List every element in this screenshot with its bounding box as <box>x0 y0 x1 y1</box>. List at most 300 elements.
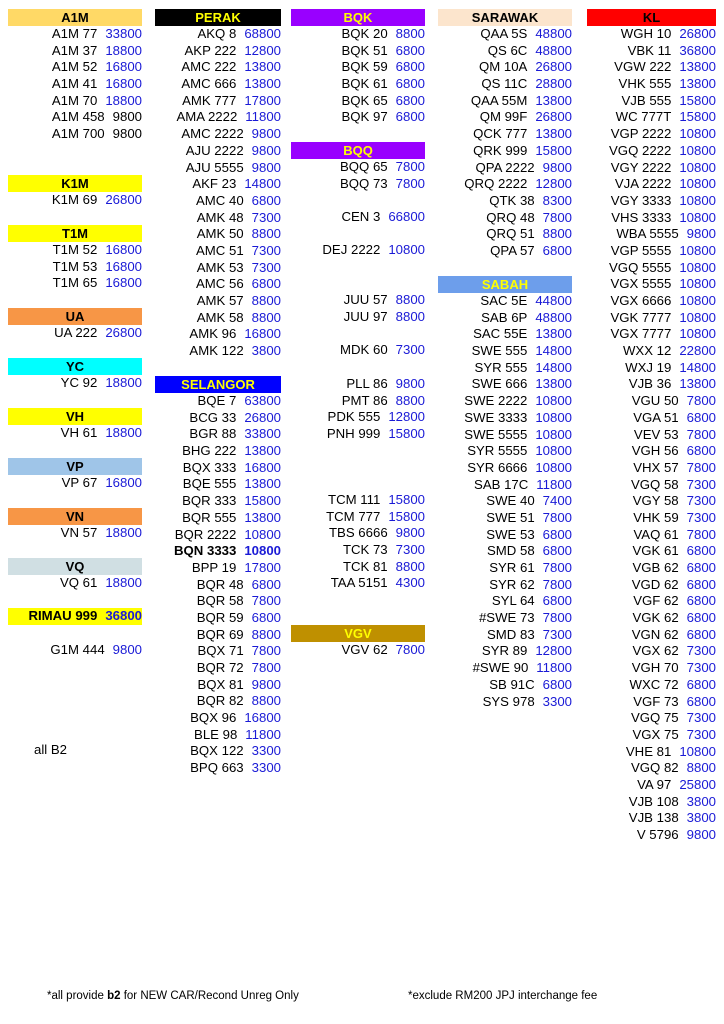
plate-number: SWE 2222 <box>464 393 528 409</box>
plate-price: 12800 <box>388 409 425 425</box>
plate-number: AKF 23 <box>192 176 237 192</box>
plate-row <box>155 710 281 727</box>
plate-price: 15800 <box>244 493 281 509</box>
plate-price: 15800 <box>388 426 425 442</box>
plate-number: AMK 53 <box>196 259 244 275</box>
section-header: VP <box>8 458 142 475</box>
plate-number: BQR 72 <box>196 660 244 675</box>
plate-number: AMK 57 <box>196 293 244 308</box>
plate-row <box>438 109 572 126</box>
plate-row <box>438 393 572 410</box>
plate-number: VBK 11 <box>627 42 672 58</box>
plate-number: A1M 70 <box>51 92 98 108</box>
plate-price: 7800 <box>395 175 425 191</box>
plate-price: 8800 <box>395 308 425 324</box>
plate-price: 8800 <box>251 309 281 325</box>
plate-row <box>291 376 425 393</box>
plate-row <box>8 475 142 492</box>
plate-row <box>438 193 572 210</box>
plate-row <box>155 310 281 327</box>
plate-price: 10800 <box>535 426 572 442</box>
plate-number: AJU 5555 <box>185 159 244 175</box>
plate-row <box>438 460 572 477</box>
plate-price: 44800 <box>535 293 572 308</box>
plate-row <box>291 26 425 43</box>
plate-number: G1M 444 <box>50 642 105 657</box>
section-header: SARAWAK <box>438 9 572 26</box>
plate-number: VQ 61 <box>59 575 98 590</box>
plate-row <box>155 460 281 477</box>
plate-row <box>8 425 142 442</box>
plate-number: MDK 60 <box>340 342 388 357</box>
plate-row <box>291 426 425 443</box>
plate-number: TCK 81 <box>342 558 388 574</box>
plate-number: JUU 57 <box>343 292 388 307</box>
plate-row <box>155 593 281 610</box>
plate-row <box>155 543 281 560</box>
plate-price: 9800 <box>251 142 281 158</box>
plate-row <box>291 176 425 193</box>
plate-price: 12800 <box>535 643 572 659</box>
plate-row <box>291 559 425 576</box>
plate-number: SMD 58 <box>487 543 535 559</box>
plate-price: 13800 <box>535 326 572 342</box>
plate-row <box>291 292 425 309</box>
plate-price: 7800 <box>542 576 572 592</box>
plate-row <box>291 342 425 359</box>
plate-row <box>587 210 716 227</box>
plate-price: 16800 <box>105 258 142 274</box>
plate-number: BQR 82 <box>196 693 244 709</box>
section-header: K1M <box>8 175 142 192</box>
plate-price: 8800 <box>251 693 281 709</box>
plate-number: BQK 61 <box>341 76 388 92</box>
plate-price: 16800 <box>244 710 281 726</box>
plate-row <box>155 43 281 60</box>
plate-row <box>155 243 281 260</box>
plate-price: 16800 <box>105 275 142 291</box>
plate-row <box>587 677 716 694</box>
section-vq <box>8 558 142 592</box>
plate-row <box>291 542 425 559</box>
plate-price: 6800 <box>542 242 572 258</box>
plate-row <box>291 393 425 410</box>
plate-price: 8800 <box>251 626 281 642</box>
plate-row <box>587 593 716 610</box>
plate-row <box>587 543 716 560</box>
plate-price: 10800 <box>679 192 716 208</box>
plate-price: 9800 <box>112 109 142 125</box>
plate-price: 18800 <box>105 575 142 590</box>
plate-price: 22800 <box>679 343 716 359</box>
plate-number: QRQ 51 <box>486 226 535 242</box>
plate-price: 7800 <box>542 610 572 626</box>
plate-row <box>155 93 281 110</box>
plate-row <box>587 510 716 527</box>
section-header: KL <box>587 9 716 26</box>
plate-row <box>155 293 281 310</box>
plate-price: 10800 <box>679 276 716 292</box>
plate-price: 7800 <box>251 660 281 675</box>
plate-price: 13800 <box>535 92 572 108</box>
plate-number: CEN 3 <box>341 209 381 224</box>
plate-number: VHE 81 <box>625 743 672 759</box>
plate-row <box>155 727 281 744</box>
plate-row <box>587 777 716 794</box>
footnote-b2 <box>47 990 299 1002</box>
plate-number: VGQ 5555 <box>609 259 672 275</box>
section-vp <box>8 458 142 492</box>
plate-number: VH 61 <box>60 425 98 440</box>
plate-price: 18800 <box>105 92 142 108</box>
plate-price: 6800 <box>542 593 572 609</box>
plate-row <box>438 76 572 93</box>
plate-number: SAB 6P <box>481 309 528 325</box>
plate-number: AKP 222 <box>184 42 237 58</box>
plate-number: VHX 57 <box>633 459 679 475</box>
plate-number: JUU 97 <box>343 308 388 324</box>
plate-price: 6800 <box>542 543 572 559</box>
plate-row <box>438 577 572 594</box>
plate-number: VGA 51 <box>633 409 679 425</box>
plate-row <box>587 643 716 660</box>
section-ua <box>8 308 142 342</box>
plate-row <box>438 510 572 527</box>
section-c2-3 <box>291 242 425 259</box>
plate-row <box>155 476 281 493</box>
plate-number: PNH 999 <box>326 426 381 442</box>
plate-number: VGH 70 <box>631 660 679 676</box>
section-header: UA <box>8 308 142 325</box>
plate-number: AMK 58 <box>196 309 244 325</box>
plate-number: VAQ 61 <box>633 526 679 542</box>
plate-number: WC 777T <box>615 109 672 125</box>
section-header: BQQ <box>291 142 425 159</box>
plate-row <box>438 643 572 660</box>
plate-number: BPQ 663 <box>190 760 244 776</box>
plate-row <box>155 276 281 293</box>
plate-number: VGQ 2222 <box>609 142 672 158</box>
plate-row <box>8 242 142 259</box>
plate-row <box>587 760 716 777</box>
plate-price: 8800 <box>251 293 281 308</box>
plate-price: 16800 <box>105 242 142 257</box>
plate-number: SWE 51 <box>486 509 535 525</box>
plate-price: 7300 <box>542 626 572 642</box>
plate-number: AMC 56 <box>196 276 244 292</box>
plate-number: VJB 138 <box>628 810 679 826</box>
plate-price: 33800 <box>105 26 142 41</box>
plate-row <box>438 477 572 494</box>
plate-row <box>438 694 572 711</box>
section-sarawak <box>438 9 572 260</box>
plate-number: VGX 62 <box>632 643 679 659</box>
plate-price: 15800 <box>679 109 716 125</box>
plate-row <box>587 443 716 460</box>
plate-number: SYR 89 <box>481 643 528 659</box>
plate-row <box>8 575 142 592</box>
section-c2-6 <box>291 376 425 443</box>
plate-number: BQQ 65 <box>340 159 388 174</box>
plate-number: A1M 77 <box>51 26 98 41</box>
plate-price: 10800 <box>535 443 572 459</box>
plate-price: 13800 <box>679 59 716 75</box>
section-vgv <box>291 625 425 659</box>
plate-row <box>291 242 425 259</box>
plate-price: 3300 <box>251 760 281 776</box>
plate-number: PLL 86 <box>346 376 388 391</box>
plate-price: 10800 <box>535 409 572 425</box>
plate-number: VGB 62 <box>632 560 679 575</box>
plate-row <box>291 209 425 226</box>
plate-row <box>587 477 716 494</box>
plate-row <box>587 126 716 143</box>
plate-price: 26800 <box>105 325 142 340</box>
plate-number: SAC 55E <box>473 326 528 342</box>
plate-price: 6800 <box>686 560 716 575</box>
section-t1m <box>8 225 142 292</box>
plate-number: UA 222 <box>54 325 98 340</box>
plate-number: TAA 5151 <box>330 575 388 591</box>
plate-number: TCM 777 <box>326 508 381 524</box>
plate-number: BQE 555 <box>182 476 237 492</box>
plate-price: 6800 <box>395 109 425 125</box>
plate-row <box>587 577 716 594</box>
plate-number: BQR 58 <box>196 593 244 609</box>
plate-price: 6800 <box>686 593 716 609</box>
plate-row <box>587 226 716 243</box>
plate-number: K1M 69 <box>51 192 98 207</box>
plate-row <box>587 744 716 761</box>
plate-price: 6800 <box>686 693 716 709</box>
plate-row <box>155 493 281 510</box>
plate-price: 10800 <box>244 543 281 559</box>
plate-price: 10800 <box>679 209 716 225</box>
plate-price: 7400 <box>542 493 572 509</box>
plate-number: QPA 57 <box>490 242 535 258</box>
plate-row <box>155 577 281 594</box>
plate-price: 10800 <box>535 459 572 475</box>
plate-price: 3800 <box>686 793 716 809</box>
section-selangor <box>155 376 281 777</box>
plate-number: VGY 3333 <box>610 192 672 208</box>
section-vn <box>8 508 142 542</box>
plate-number: A1M 41 <box>51 76 98 92</box>
plate-number: VEV 53 <box>633 426 679 442</box>
section-c2-5 <box>291 342 425 359</box>
plate-row <box>438 427 572 444</box>
plate-number: VP 67 <box>61 475 98 490</box>
plate-number: BQK 59 <box>341 59 388 75</box>
plate-price: 10800 <box>679 293 716 308</box>
plate-number: QRK 999 <box>473 142 528 158</box>
plate-row <box>587 610 716 627</box>
plate-number: BCG 33 <box>189 409 237 425</box>
plate-row <box>291 159 425 176</box>
plate-number: WXJ 19 <box>625 359 672 375</box>
plate-row <box>438 226 572 243</box>
plate-price: 36800 <box>105 608 142 623</box>
plate-price: 15800 <box>679 92 716 108</box>
plate-row <box>155 743 281 760</box>
plate-row <box>438 660 572 677</box>
plate-price: 7300 <box>251 242 281 258</box>
plate-row <box>155 527 281 544</box>
plate-price: 10800 <box>679 259 716 275</box>
plate-number: AMK 50 <box>196 226 244 242</box>
plate-row <box>587 93 716 110</box>
plate-price: 26800 <box>535 109 572 125</box>
section-header: VQ <box>8 558 142 575</box>
plate-row <box>155 160 281 177</box>
plate-row <box>291 76 425 93</box>
plate-price: 9800 <box>112 126 142 142</box>
plate-number: PDK 555 <box>327 409 381 425</box>
plate-number: BQX 71 <box>197 643 244 659</box>
plate-number: SYR 555 <box>474 359 528 375</box>
plate-row <box>438 243 572 260</box>
plate-price: 18800 <box>105 425 142 440</box>
plate-row <box>587 427 716 444</box>
plate-row <box>155 226 281 243</box>
plate-price: 26800 <box>535 59 572 75</box>
plate-number: BQQ 73 <box>340 175 388 191</box>
plate-number: WBA 5555 <box>616 226 679 242</box>
plate-row <box>155 210 281 227</box>
plate-price: 9800 <box>395 525 425 541</box>
plate-price: 6800 <box>686 543 716 559</box>
section-vh <box>8 408 142 442</box>
plate-number: BQR 48 <box>196 576 244 592</box>
plate-number: AMK 96 <box>189 326 237 342</box>
plate-price: 10800 <box>679 176 716 192</box>
plate-price: 7800 <box>542 560 572 575</box>
plate-row <box>155 426 281 443</box>
plate-price: 10800 <box>679 309 716 325</box>
plate-number: VGN 62 <box>631 626 679 642</box>
plate-number: A1M 700 <box>51 126 105 142</box>
plate-price: 16800 <box>105 59 142 75</box>
plate-number: RIMAU 999 <box>28 608 98 623</box>
plate-price: 7300 <box>251 259 281 275</box>
plate-price: 15800 <box>535 142 572 158</box>
plate-price: 11800 <box>245 109 281 125</box>
plate-row <box>8 109 142 126</box>
plate-number: T1M 53 <box>52 258 98 274</box>
plate-price: 6800 <box>395 42 425 58</box>
plate-price: 7300 <box>686 660 716 676</box>
plate-price: 7800 <box>686 459 716 475</box>
plate-number: BQN 3333 <box>174 543 237 559</box>
plate-number: QPA 2222 <box>475 159 535 175</box>
plate-number: VGX 6666 <box>610 293 672 308</box>
plate-number: SB 91C <box>489 676 535 692</box>
plate-row <box>291 309 425 326</box>
plate-price: 33800 <box>244 426 281 442</box>
plate-number: VGK 61 <box>632 543 679 559</box>
plate-price: 48800 <box>535 26 572 41</box>
plate-row <box>8 525 142 542</box>
plate-price: 26800 <box>679 26 716 41</box>
plate-row <box>587 694 716 711</box>
plate-price: 8800 <box>395 558 425 574</box>
plate-row <box>155 176 281 193</box>
plate-row <box>587 660 716 677</box>
plate-number: VGH 56 <box>631 443 679 459</box>
section-header: SABAH <box>438 276 572 293</box>
section-c2-2 <box>291 209 425 226</box>
plate-price: 16800 <box>105 475 142 490</box>
plate-price: 7800 <box>542 209 572 225</box>
section-c2-4 <box>291 292 425 325</box>
plate-row <box>587 460 716 477</box>
plate-row <box>438 176 572 193</box>
plate-row <box>587 243 716 260</box>
plate-price: 18800 <box>105 375 142 390</box>
plate-price: 6800 <box>395 76 425 92</box>
footnote-text-a: *all provide <box>47 990 108 1002</box>
plate-price: 3800 <box>251 343 281 359</box>
plate-price: 6800 <box>395 59 425 75</box>
plate-row <box>587 794 716 811</box>
plate-row <box>438 593 572 610</box>
plate-number: SYS 978 <box>482 693 535 709</box>
plate-price: 36800 <box>679 42 716 58</box>
plate-price: 6800 <box>542 526 572 542</box>
plate-number: SYL 64 <box>491 593 535 609</box>
plate-number: QRQ 2222 <box>464 176 528 192</box>
plate-number: T1M 52 <box>52 242 98 257</box>
plate-price: 7800 <box>251 643 281 659</box>
plate-row <box>587 560 716 577</box>
plate-row <box>587 827 716 844</box>
plate-number: BQR 333 <box>182 493 237 509</box>
plate-number: QAA 55M <box>470 92 528 108</box>
plate-price: 10800 <box>679 142 716 158</box>
plate-row <box>8 26 142 43</box>
plate-number: SYR 61 <box>489 560 535 575</box>
plate-number: A1M 52 <box>51 59 98 75</box>
plate-row <box>155 59 281 76</box>
plate-row <box>587 343 716 360</box>
plate-number: AMC 2222 <box>181 126 244 142</box>
plate-row <box>587 59 716 76</box>
plate-number: #SWE 73 <box>478 610 535 626</box>
plate-price: 28800 <box>535 76 572 92</box>
plate-row <box>587 176 716 193</box>
plate-number: SYR 62 <box>489 576 535 592</box>
footnote-text-c: for NEW CAR/Recond Unreg Only <box>120 990 299 1002</box>
plate-number: BQX 122 <box>190 743 244 759</box>
plate-price: 8800 <box>251 226 281 242</box>
plate-price: 14800 <box>679 359 716 375</box>
section-c0-9 <box>8 608 142 625</box>
plate-price: 6800 <box>395 92 425 108</box>
plate-row <box>438 543 572 560</box>
section-k1m <box>8 175 142 209</box>
plate-price: 66800 <box>388 209 425 224</box>
plate-price: 16800 <box>244 326 281 342</box>
plate-number: SWE 666 <box>471 376 528 392</box>
plate-price: 13800 <box>244 76 281 92</box>
plate-number: VGV 62 <box>341 642 388 657</box>
plate-number: AJU 2222 <box>185 142 244 158</box>
plate-price: 7300 <box>686 493 716 509</box>
plate-number: BQE 7 <box>197 393 237 408</box>
plate-price: 9800 <box>686 827 716 842</box>
plate-number: YC 92 <box>60 375 98 390</box>
plate-row <box>155 627 281 644</box>
